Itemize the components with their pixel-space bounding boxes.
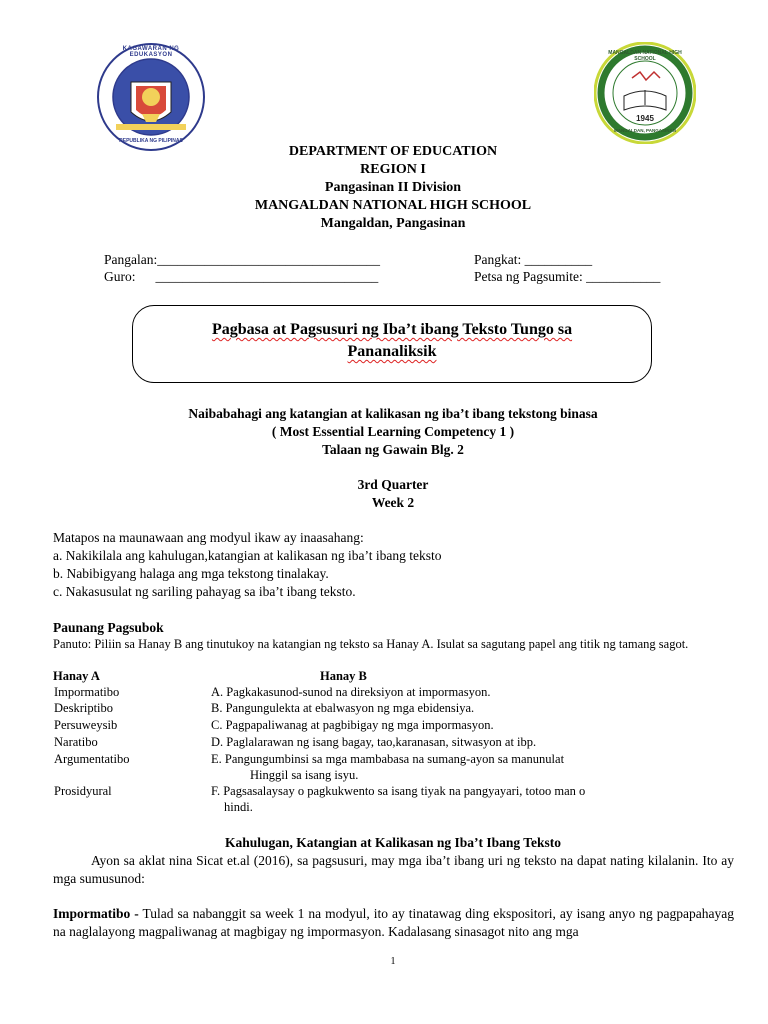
column-b-item-continuation: hindi.	[224, 800, 253, 814]
date-field	[474, 268, 660, 285]
teacher-blank[interactable]: _________________________________	[155, 269, 379, 284]
column-a-item: Impormatibo	[54, 685, 120, 699]
deped-seal-bottom-text: REPUBLIKA NG PILIPINAS	[119, 138, 183, 144]
column-a-header: Hanay A	[53, 669, 100, 683]
column-a-item: Prosidyural	[54, 784, 112, 798]
section-blank[interactable]: __________	[524, 252, 593, 267]
intro-paragraph: Ayon sa aklat nina Sicat et.al (2016), sa pagsusuri, may mga iba’t ibang uri ng teksto na dapat nating kilalanin. Ito ay mga sumusunod:	[53, 853, 734, 886]
column-b-item: A. Pagkakasunod-sunod na direksiyon at impormasyon.	[211, 685, 491, 699]
school-seal-year: 1945	[636, 114, 654, 123]
title-line-1: Pagbasa at Pagsusuri ng Iba’t ibang Teksto Tungo sa	[211, 321, 573, 338]
deped-seal-ring-text: KAGAWARAN NG EDUKASYON	[122, 46, 180, 58]
header-location: Mangaldan, Pangasinan	[320, 216, 466, 231]
section-field	[474, 251, 592, 268]
school-seal-logo	[594, 42, 696, 144]
impormatibo-term: Impormatibo -	[53, 906, 139, 921]
column-a-item: Persuweysib	[54, 718, 118, 732]
column-b-item: E. Pangungumbinsi sa mga mambabasa na sumang-ayon sa manunulat	[211, 752, 565, 766]
pretest-heading: Paunang Pagsubok	[53, 620, 164, 635]
title-box-text	[132, 319, 652, 363]
name-field	[104, 251, 380, 268]
deped-seal-logo	[96, 42, 206, 152]
column-a-item: Argumentatibo	[54, 752, 130, 766]
page-number: 1	[390, 956, 396, 967]
competency-line-1: Naibabahagi ang katangian at kalikasan ng iba’t ibang tekstong binasa	[188, 406, 598, 421]
teacher-label: Guro:	[104, 269, 136, 284]
column-b-item: C. Pagpapaliwanag at pagbibigay ng mga impormasyon.	[211, 718, 494, 732]
header-region: REGION I	[360, 162, 426, 177]
column-a-item: Naratibo	[54, 735, 98, 749]
objectives-intro: Matapos na maunawaan ang modyul ikaw ay inaasahang:	[53, 530, 364, 545]
objective-c: c. Nakasusulat ng sariling pahayag sa iba’t ibang teksto.	[53, 584, 356, 599]
column-b-item: D. Paglalarawan ng isang bagay, tao,karanasan, sitwasyon at ibp.	[211, 735, 537, 749]
objective-a: a. Nakikilala ang kahulugan,katangian at kalikasan ng iba’t ibang teksto	[53, 548, 442, 563]
quarter-label: 3rd Quarter	[357, 477, 429, 492]
column-b-item: B. Pangungulekta at ebalwasyon ng mga ebidensiya.	[211, 701, 475, 715]
section-label: Pangkat:	[474, 252, 522, 267]
column-b-header: Hanay B	[320, 669, 367, 683]
section-heading: Kahulugan, Katangian at Kalikasan ng Iba’t Ibang Teksto	[224, 835, 562, 850]
name-blank[interactable]: _________________________________	[157, 252, 380, 267]
school-seal-ring-text: MANGALDAN NATIONAL HIGH SCHOOL	[608, 50, 682, 62]
pretest-instructions: Panuto: Piliin sa Hanay B ang tinutukoy na katangian ng teksto sa Hanay A. Isulat sa sagutang papel ang titik ng tamang sagot.	[53, 637, 689, 651]
column-b-item-continuation: Hinggil sa isang isyu.	[250, 768, 359, 782]
name-label: Pangalan:	[104, 252, 158, 267]
competency-line-3: Talaan ng Gawain Blg. 2	[322, 442, 464, 457]
header-division: Pangasinan II Division	[324, 180, 462, 195]
title-line-2: Pananaliksik	[347, 343, 437, 360]
column-a-item: Deskriptibo	[54, 701, 114, 715]
column-b-item: F. Pagsasalaysay o pagkukwento sa isang tiyak na pangyayari, totoo man o	[211, 784, 586, 798]
week-label: Week 2	[371, 495, 415, 510]
header-department: DEPARTMENT OF EDUCATION	[288, 144, 498, 159]
header-school: MANGALDAN NATIONAL HIGH SCHOOL	[254, 198, 532, 213]
impormatibo-text: Tulad sa nabanggit sa week 1 na modyul, ito ay tinatawag ding ekspositori, ay isang anyo ng pagpapahayag na naglalayong magpaliwanag at magbigay ng impormasyon. Kadalasang sinasagot nito ang mga	[53, 906, 734, 939]
teacher-field	[104, 268, 378, 285]
impormatibo-paragraph	[53, 905, 734, 941]
date-blank[interactable]: ___________	[586, 269, 661, 284]
school-seal-bottom-text: MANGALDAN, PANGASINAN	[614, 128, 676, 133]
objective-b: b. Nabibigyang halaga ang mga tekstong tinalakay.	[53, 566, 329, 581]
date-label: Petsa ng Pagsumite:	[474, 269, 583, 284]
competency-line-2: ( Most Essential Learning Competency 1 )	[271, 424, 515, 439]
